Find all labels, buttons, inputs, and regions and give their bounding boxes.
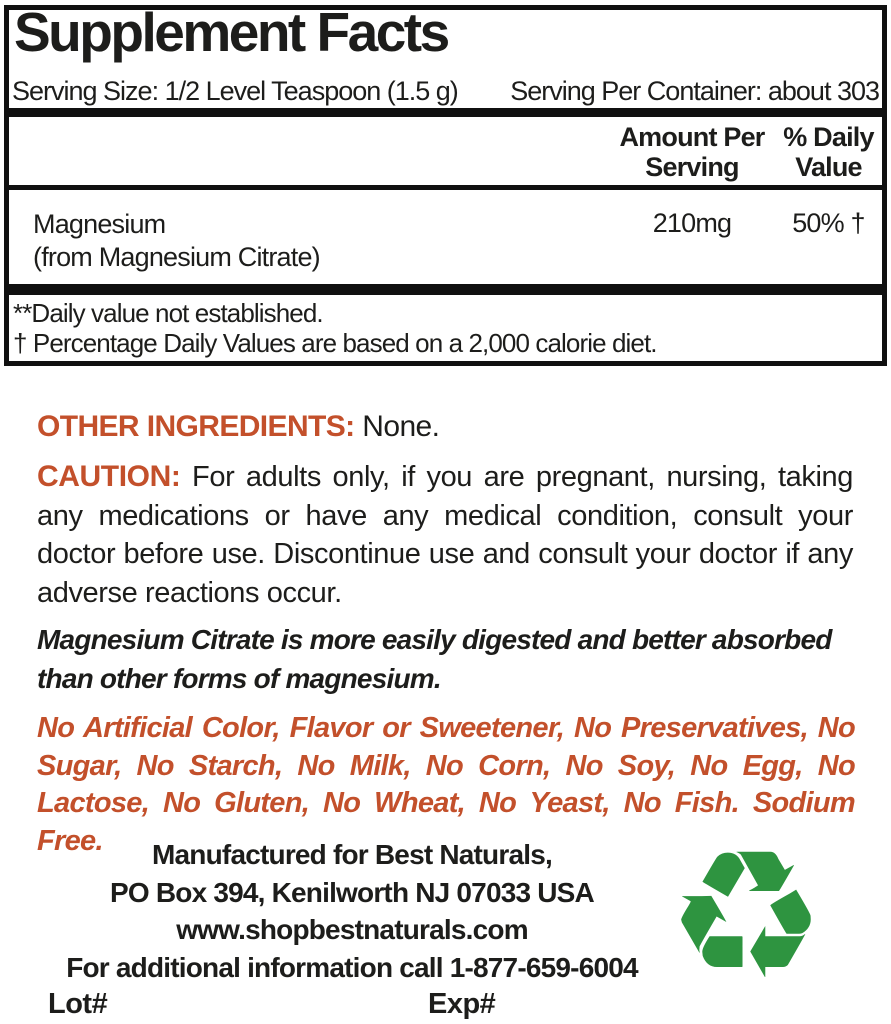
panel-title: Supplement Facts — [14, 1, 448, 63]
other-ingredients-value: None. — [362, 410, 440, 443]
thick-rule-top — [9, 108, 882, 117]
other-ingredients-line — [37, 410, 439, 444]
panel-footnotes — [13, 298, 657, 358]
thick-rule-bottom — [9, 284, 882, 295]
column-headers — [617, 122, 876, 182]
other-ingredients-label: OTHER INGREDIENTS: — [37, 410, 355, 443]
absorption-claim: Magnesium Citrate is more easily digested and better absorbed than other forms of magnesium. — [37, 624, 832, 694]
caution-paragraph — [37, 458, 853, 612]
servings-per-container: Serving Per Container: about 303 — [510, 76, 879, 106]
nutrient-daily-value: 50% † — [792, 208, 865, 238]
caution-label: CAUTION: — [37, 460, 181, 493]
nutrient-values — [617, 208, 876, 274]
serving-size: Serving Size: 1/2 Level Teaspoon (1.5 g) — [12, 76, 458, 106]
daily-value-header: % Daily Value — [783, 122, 874, 182]
footnote-daily-value: **Daily value not established. — [13, 298, 323, 328]
phone-line: For additional information call 1-877-659-6004 — [66, 951, 638, 983]
caution-text: For adults only, if you are pregnant, nursing, taking any medications or have any medical condition, consult your doctor before use. Discontinue use and consult your doctor if any adverse reactions occur. — [37, 461, 853, 609]
header-separator-rule — [9, 185, 882, 190]
lot-number-label: Lot# — [48, 988, 108, 1020]
address-line: PO Box 394, Kenilworth NJ 07033 USA — [110, 876, 594, 908]
serving-row — [12, 76, 879, 107]
free-of-claims: No Artificial Color, Flavor or Sweetener, No Preservatives, No Sugar, No Starch, No Milk, No Corn, No Soy, No Egg, No Lactose, No Gluten, No Wheat, No Yeast, No Fish. Sodium Free. — [37, 712, 855, 857]
amount-per-serving-header: Amount Per Serving — [619, 122, 765, 182]
nutrient-name: Magnesium — [33, 209, 166, 239]
nutrient-source: (from Magnesium Citrate) — [33, 242, 320, 272]
nutrient-name-block — [9, 208, 320, 274]
manufacturer-block — [0, 836, 704, 986]
footnote-percent-dv: † Percentage Daily Values are based on a 2,000 calorie diet. — [13, 328, 657, 358]
manufactured-for-line: Manufactured for Best Naturals, — [152, 839, 552, 870]
website-line: www.shopbestnaturals.com — [176, 914, 528, 945]
recycle-icon: ♻ — [666, 812, 826, 1019]
nutrient-amount: 210mg — [652, 208, 732, 238]
exp-number-label: Exp# — [428, 988, 496, 1020]
supplement-facts-panel — [4, 1, 887, 366]
nutrient-row — [9, 208, 876, 274]
